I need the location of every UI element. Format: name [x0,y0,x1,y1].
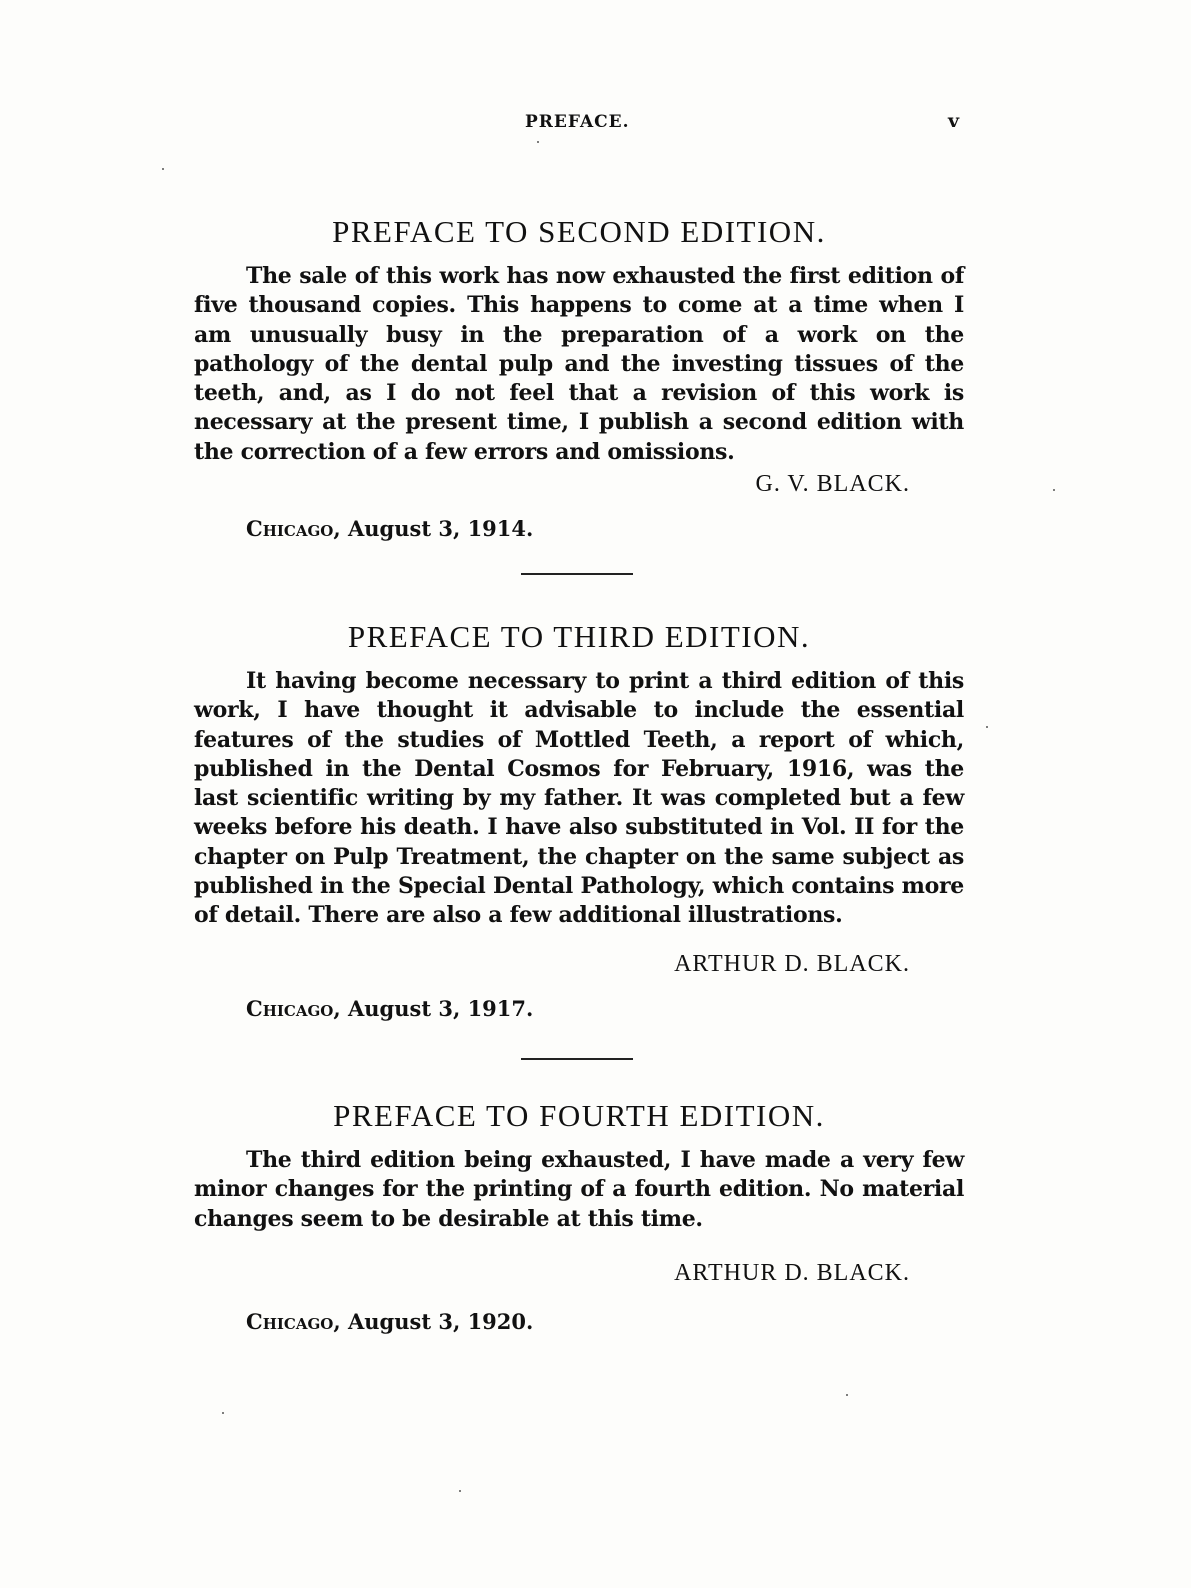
signature: ARTHUR D. BLACK. [674,1259,910,1286]
section-body: The third edition being exhausted, I have made a very few minor changes for the printing of a fourth edition. No material changes seem to be desirable at this time. [194,1147,964,1232]
section-divider [521,1058,633,1060]
signature: ARTHUR D. BLACK. [674,950,910,977]
scan-speck [459,1490,461,1492]
page-number: v [948,110,960,132]
dateline-city: Chicago, [246,516,341,542]
scan-speck [846,1394,848,1396]
dateline [246,516,964,541]
preface-second-edition [194,214,964,541]
scan-speck [162,168,164,170]
dateline [246,1309,964,1334]
section-title: PREFACE TO SECOND EDITION. [332,214,826,249]
scan-speck [986,726,988,728]
section-body: The sale of this work has now exhausted the first edition of five thousand copies. This happens to come at a time when I am unusually busy in the preparation of a work on the pathology of the dental pulp and the investing tissues of the teeth, and, as I do not feel that a revision of this work is necessary at the present time, I publish a second edition with the correction of a few errors and omissions. [194,263,964,465]
dateline-city: Chicago, [246,995,341,1021]
dateline-date: August 3, 1920. [347,1308,534,1334]
scan-speck [537,141,539,143]
section-divider [521,573,633,575]
dateline-date: August 3, 1917. [347,995,534,1021]
signature: G. V. BLACK. [755,471,910,498]
scan-speck [1053,489,1055,491]
dateline-city: Chicago, [246,1308,341,1334]
section-title: PREFACE TO FOURTH EDITION. [333,1098,825,1133]
scan-speck [222,1412,224,1414]
preface-third-edition [194,619,964,1021]
running-head: PREFACE. [525,112,630,132]
dateline [246,996,964,1021]
section-title: PREFACE TO THIRD EDITION. [347,619,811,654]
preface-fourth-edition [194,1098,964,1334]
dateline-date: August 3, 1914. [347,516,534,542]
section-body: It having become necessary to print a third edition of this work, I have thought it advisable to include the essential features of the studies of Mottled Teeth, a report of which, published in the Dental Cosmos for February, 1916, was the last scientific writing by my father. It was completed but a few weeks before his death. I have also substituted in Vol. II for the chapter on Pulp Treatment, the chapter on the same subject as published in the Special Dental Pathology, which contains more of detail. There are also a few additional illustrations. [194,668,964,929]
